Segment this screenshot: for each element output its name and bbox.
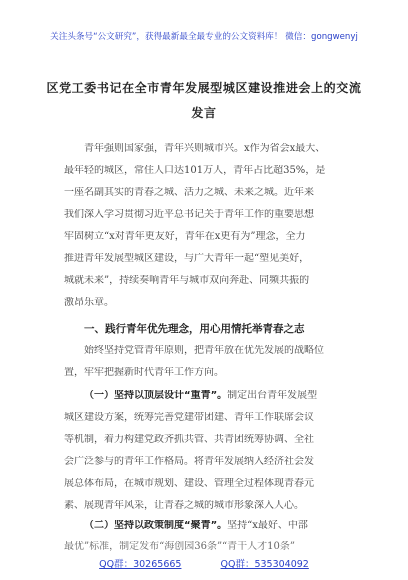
paragraph-line: 会广泛参与的青年工作格局。将青年发展纳入经济社会发: [64, 456, 314, 467]
paragraph-line: 展总体布局，在城市规划、建设、管理全过程体现青春元: [64, 478, 314, 489]
subsection-lead: 坚持“x最好、中部: [227, 520, 308, 531]
subsection-first-line: [84, 390, 350, 402]
paragraph-line: 城区建设方案，统筹完善党建带团建、青年工作联席会议: [64, 412, 314, 423]
paragraph-line: 激昂乐章。: [64, 297, 114, 308]
paragraph-line: 素、展现青年风采，让青春之城的城市形象深入人心。: [64, 500, 304, 511]
paragraph-line: 青年强则国家强，青年兴则城市兴。x作为省会x最大、: [84, 143, 326, 154]
qq-group-link-2[interactable]: QQ群：535304092: [220, 559, 309, 570]
subsection-lead: 制定出台青年发展型: [227, 390, 318, 401]
promo-banner: 关注头条号“公文研究”，获得最新最全最专业的公文资料库！ 微信：gongwenyj: [50, 32, 358, 42]
qq-group-link-1[interactable]: QQ群：30265665: [99, 559, 182, 570]
paragraph-line: 我们深入学习贯彻习近平总书记关于青年工作的重要思想: [64, 209, 314, 220]
subsection-heading: （一）坚持以顶层设计“重青”。: [84, 390, 228, 401]
paragraph-line: 置，牢牢把握新时代青年工作方向。: [64, 367, 224, 378]
paragraph-line: 最年轻的城区，常住人口达101万人，青年占比超35%，是: [64, 165, 326, 176]
subsection-first-line: [84, 520, 350, 532]
paragraph-line: 一座名副其实的青春之城、活力之城、未来之城。近年来: [64, 187, 314, 198]
paragraph-line: 推进青年发展型城区建设，与广大青年一起“塑见美好，: [64, 253, 310, 264]
subsection-heading: （二）坚持以政策制度“聚青”。: [84, 520, 228, 531]
document-title-line1: 区党工委书记在全市青年发展型城区建设推进会上的交流: [46, 81, 362, 95]
document-title-line2: 发言: [191, 106, 217, 120]
paragraph-line: 始终坚持党管青年原则，把青年放在优先发展的战略位: [84, 345, 324, 356]
paragraph-line: 最优”标准，制定发布“海创园36条”“青干人才10条”: [64, 541, 296, 552]
paragraph-line: 等机制，着力构建党政齐抓共管、共青团统筹协调、全社: [64, 434, 314, 445]
footer-contacts: [0, 556, 408, 570]
paragraph-line: 牢固树立“x对青年更友好，青年在x更有为”理念，全力: [64, 231, 306, 242]
paragraph-line: 城就未来”，持续奏响青年与城市双向奔赴、同频共振的: [64, 275, 310, 286]
section-heading: 一、践行青年优先理念，用心用情托举青春之志: [84, 323, 305, 335]
